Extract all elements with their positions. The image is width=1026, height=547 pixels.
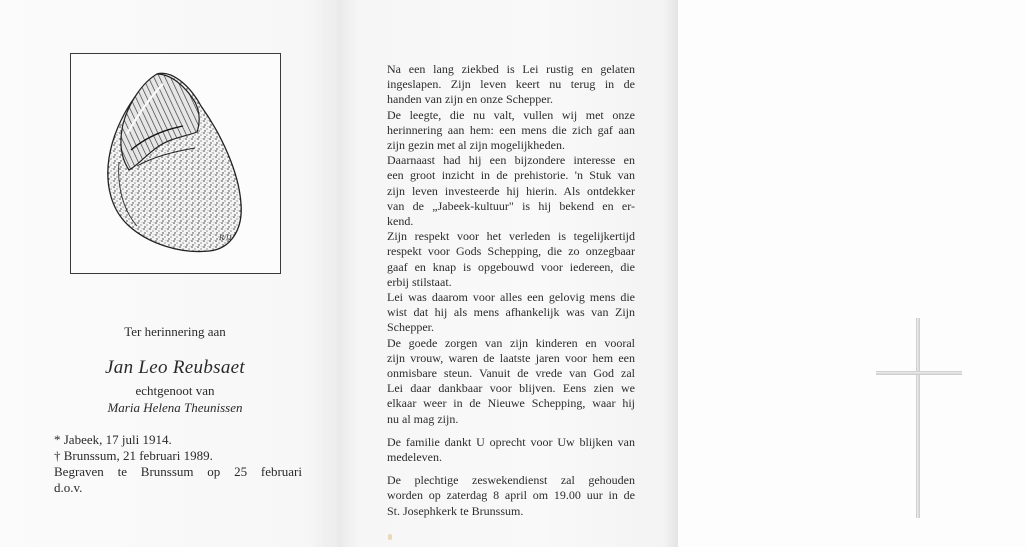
text-line: Daarnaast had hij een bijzondere interesse en (387, 153, 635, 168)
deceased-name: Jan Leo Reubsaet (105, 357, 245, 378)
text-line: ingeslapen. Zijn leven keert nu terug in de (387, 77, 635, 92)
flint-stone-tool-illustration (71, 54, 280, 273)
text-line: onmisbare steun. Vanuit de vrede van God zal (387, 366, 635, 381)
text-line: De goede zorgen van zijn kinderen en vooral (387, 335, 635, 350)
burial-line: Begraven te Brunssum op 25 februari (54, 464, 302, 479)
text-line: zijn leven investeerde hij hierin. Als ontdekker (387, 183, 635, 198)
service-line: worden op zaterdag 8 april om 19.00 uur in de (387, 488, 635, 503)
life-facts (54, 432, 302, 496)
remembrance-intro: Ter herinnering aan (124, 324, 226, 339)
text-line: herinnering aan hem: een mens die zich gaf aan (387, 122, 635, 137)
text-line: gaaf en knap is opgebouwd voor iedereen, die (387, 259, 635, 274)
text-line: zijn vrouw, waren de laatste jaren voor hem een (387, 350, 635, 365)
text-line: De leegte, die nu valt, vullen wij met onze (387, 107, 635, 122)
right-panel (678, 0, 1026, 547)
text-line: respekt voor Gods Schepping, die zo onzegbaar (387, 244, 635, 259)
text-line: kend. (387, 214, 414, 229)
text-line: Schepper. (387, 320, 434, 335)
text-line: van de „Jabeek-kultuur" is hij bekend en er- (387, 198, 635, 213)
text-line: nu al mag zijn. (387, 411, 459, 426)
cross-icon (876, 318, 962, 518)
birth-line: * Jabeek, 17 juli 1914. (54, 432, 172, 447)
text-line: Lei daar dankbaar voor blijven. Eens zien we (387, 381, 635, 396)
text-line: zijn gezin met al zijn mogelijkheden. (387, 138, 565, 153)
spouse-name: Maria Helena Theunissen (107, 400, 243, 415)
svg-text:R/l1: R/l1 (219, 233, 233, 242)
text-line: erbij stilstaat. (387, 274, 452, 289)
text-line: Lei was daarom voor alles een gelovig mens die (387, 290, 635, 305)
paper-mark (388, 534, 392, 540)
spouse-label: echtgenoot van (135, 383, 215, 398)
illustration-frame (70, 53, 281, 274)
death-line: † Brunssum, 21 februari 1989. (54, 448, 213, 463)
left-panel (0, 0, 338, 547)
service-line: St. Josephkerk te Brunssum. (387, 503, 524, 518)
text-line: wist dat hij als mens afhankelijk was van Zijn (387, 305, 635, 320)
text-line: elkaar weer in de Nieuwe Schepping, waar hij (387, 396, 635, 411)
text-line: een groot inzicht in de prehistorie. 'n Stuk van (387, 168, 635, 183)
text-line: Na een lang ziekbed is Lei rustig en gelaten (387, 62, 635, 76)
service-line: De plechtige zeswekendienst zal gehouden (387, 473, 635, 488)
text-line: Zijn respekt voor het verleden is tegelijkertijd (387, 229, 635, 244)
thanks-line: De familie dankt U oprecht voor Uw blijken van (387, 434, 635, 449)
text-line: handen van zijn en onze Schepper. (387, 92, 553, 107)
burial-line-end: d.o.v. (54, 480, 83, 495)
obituary-text (387, 62, 635, 519)
thanks-line: medeleven. (387, 450, 442, 465)
